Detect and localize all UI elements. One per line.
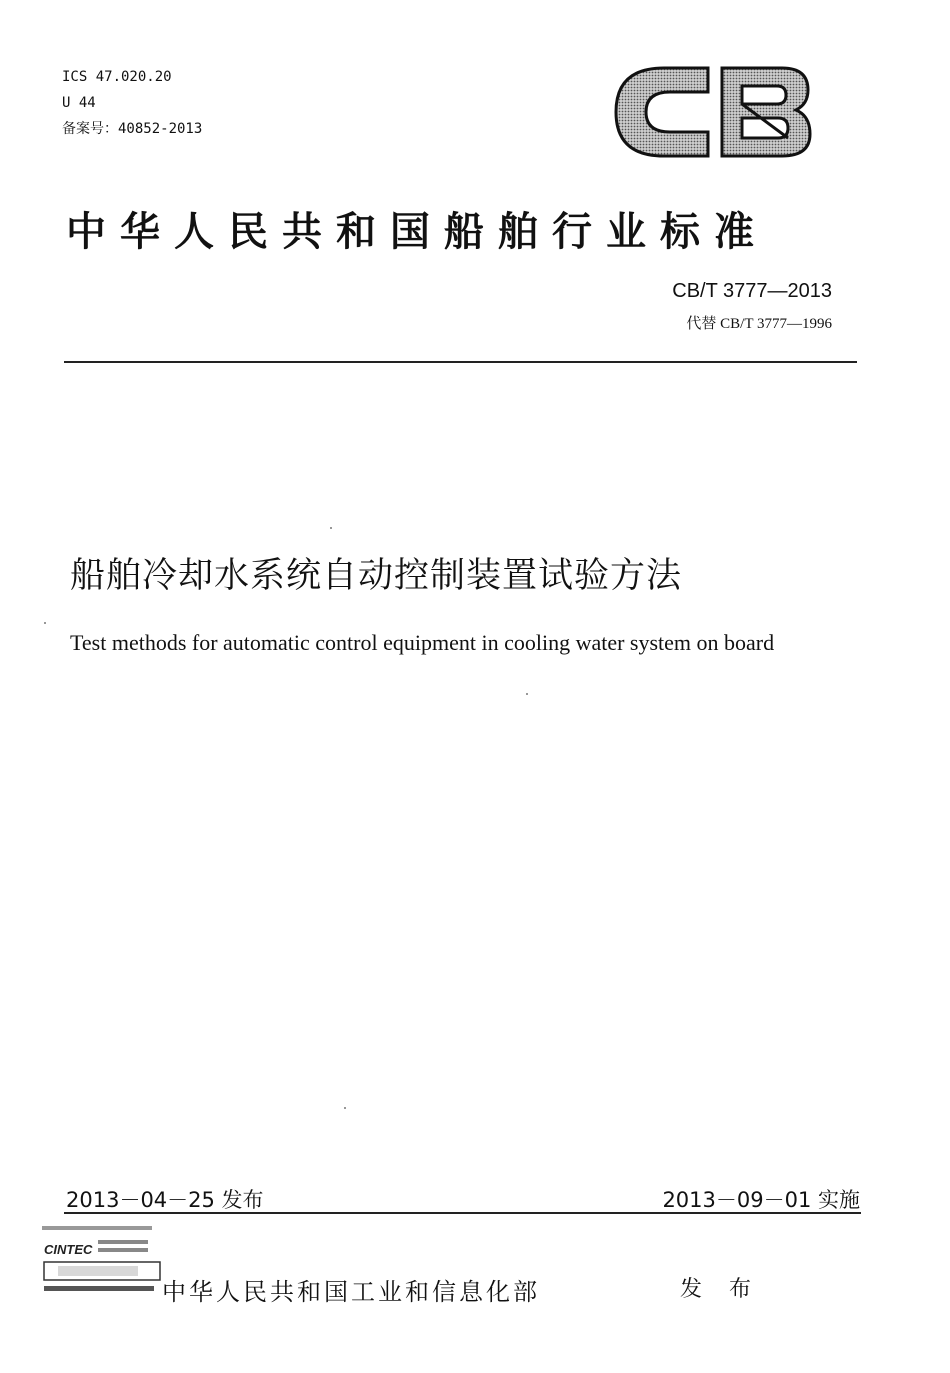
anti-counterfeit-stamp: [38, 1222, 162, 1302]
effective-date: 2013－09－01 实施: [662, 1188, 860, 1212]
publish-label: 发 布: [680, 1277, 761, 1302]
logo-letter-b: [722, 68, 810, 156]
footer-divider: [64, 1212, 861, 1214]
stamp-brand: CINTEC: [44, 1242, 93, 1257]
ccs-code: U 44: [62, 95, 96, 111]
record-number: 备案号：40852-2013: [62, 121, 203, 137]
scan-speck: [44, 622, 46, 624]
issue-date: 2013－04－25 发布: [66, 1188, 264, 1212]
document-title-chinese: 船舶冷却水系统自动控制装置试验方法: [70, 556, 683, 596]
standard-title: 中华人民共和国船舶行业标准: [66, 209, 768, 255]
standard-number: CB/T 3777—2013: [672, 280, 832, 302]
scan-speck: [344, 1107, 346, 1109]
classification-block: [62, 64, 202, 142]
header-divider: [64, 361, 857, 363]
document-title-english: Test methods for automatic control equipment in cooling water system on board: [70, 630, 775, 655]
logo-letter-c: [616, 68, 708, 156]
cb-logo: [612, 62, 812, 162]
replaces-note: 代替 CB/T 3777—1996: [686, 316, 832, 332]
ics-code: ICS 47.020.20: [62, 69, 172, 85]
scan-speck: [526, 693, 528, 695]
issuing-authority: 中华人民共和国工业和信息化部: [162, 1278, 540, 1306]
scan-speck: [330, 527, 332, 529]
